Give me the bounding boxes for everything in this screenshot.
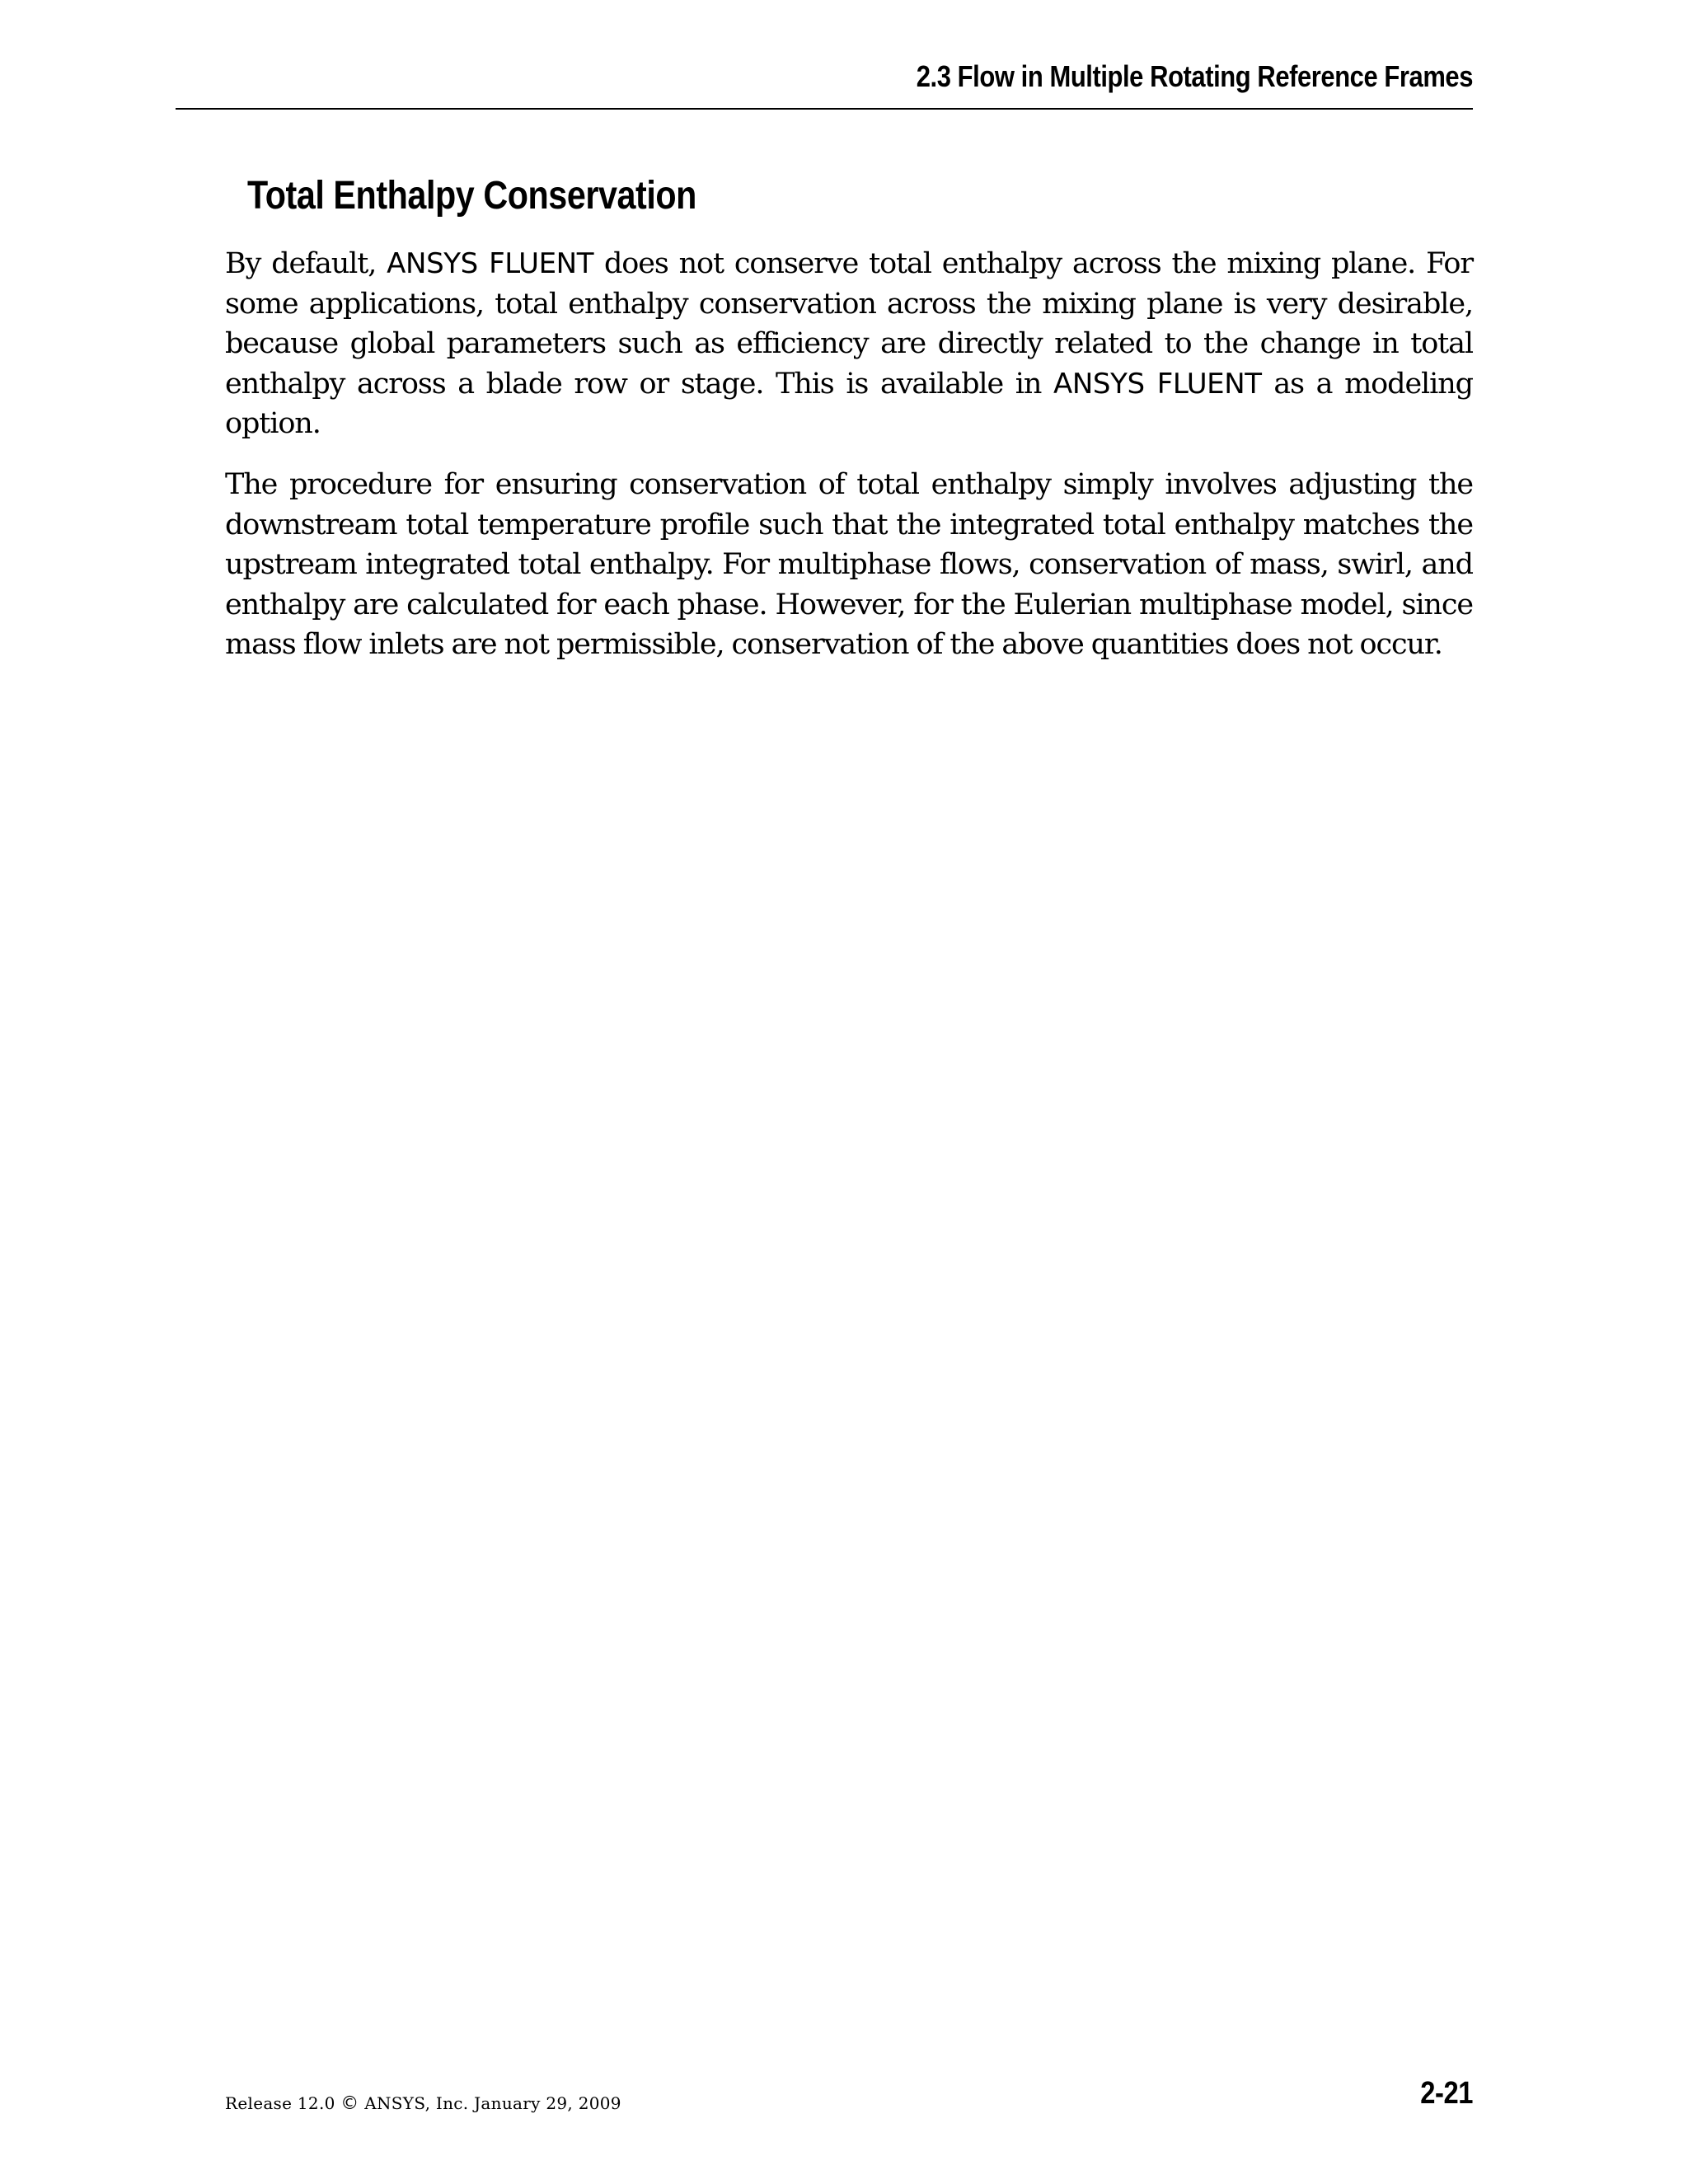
page-number: 2-21 bbox=[1420, 2076, 1473, 2111]
paragraph-text: does not conserve total enthalpy across the mixing plane. For some applications, total enthalpy conservation across the mixing plane is very desirable, because global parameters such as efficiency are directly related to the change in total enthalpy across a blade row or stage. This is available in bbox=[225, 247, 1473, 401]
section-title: Total Enthalpy Conservation bbox=[247, 174, 696, 218]
paragraph-total-enthalpy-default bbox=[225, 244, 1473, 444]
product-name: ANSYS FLUENT bbox=[387, 247, 594, 280]
paragraph-procedure: The procedure for ensuring conservation of total enthalpy simply involves adjusting the downstream total temperature profile such that the integrated total enthalpy matches the upstream integrated total enthalpy. For multiphase flows, conservation of mass, swirl, and enthalpy are calculated for each phase. However, for the Eulerian multiphase model, since mass flow inlets are not permissible, conservation of the above quantities does not occur. bbox=[225, 468, 1473, 661]
copyright-icon: © bbox=[340, 2093, 359, 2114]
running-header: 2.3 Flow in Multiple Rotating Reference Frames bbox=[916, 59, 1473, 93]
paragraph-text: as a modeling option. bbox=[225, 367, 1473, 440]
release-date-text: ANSYS, Inc. January 29, 2009 bbox=[359, 2093, 621, 2113]
release-text: Release 12.0 bbox=[225, 2093, 341, 2113]
header-rule bbox=[176, 108, 1473, 110]
product-name: ANSYS FLUENT bbox=[1053, 367, 1262, 401]
paragraph-text: By default, bbox=[225, 247, 387, 280]
